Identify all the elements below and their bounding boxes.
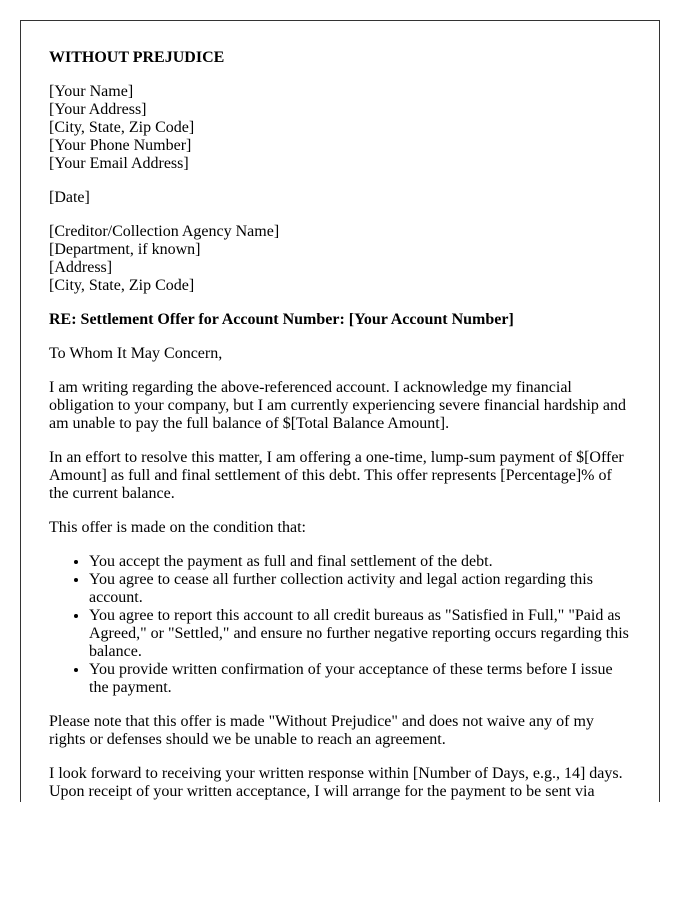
salutation: To Whom It May Concern, [49,345,223,362]
sender-name: [Your Name] [49,83,134,100]
list-item: • You accept the payment as full and final settlement of the debt. [89,553,631,571]
paragraph: This offer is made on the condition that: [49,519,306,536]
list-item: • You provide written confirmation of your acceptance of these terms before I issue the payment. [89,661,631,697]
sender-address: [Your Address] [49,101,147,118]
letter-heading: WITHOUT PREJUDICE [49,49,225,66]
letter-date: [Date] [49,189,90,206]
recipient-address: [Address] [49,259,113,276]
sender-block [49,83,631,173]
recipient-block [49,223,631,295]
subject-line: RE: Settlement Offer for Account Number: [Your Account Number] [49,311,514,328]
list-item: • You agree to cease all further collection activity and legal action regarding this account. [89,571,631,607]
paragraph: I look forward to receiving your written response within [Number of Days, e.g., 14] days. Upon receipt of your written acceptance, I will arrange for the payment to be sent via [49,765,623,800]
letter-page [20,20,660,802]
recipient-name: [Creditor/Collection Agency Name] [49,223,280,240]
recipient-department: [Department, if known] [49,241,201,258]
sender-phone: [Your Phone Number] [49,137,192,154]
sender-city: [City, State, Zip Code] [49,119,195,136]
paragraph: Please note that this offer is made "Without Prejudice" and does not waive any of my rights or defenses should we be unable to reach an agreement. [49,713,594,748]
list-item: • You agree to report this account to all credit bureaus as "Satisfied in Full," "Paid as Agreed," or "Settled," and ensure no further negative reporting occurs regarding this balance. [89,607,631,661]
conditions-list [49,553,631,697]
sender-email: [Your Email Address] [49,155,189,172]
recipient-city: [City, State, Zip Code] [49,277,195,294]
paragraph: I am writing regarding the above-referenced account. I acknowledge my financial obligation to your company, but I am currently experiencing severe financial hardship and am unable to pay the full balance of $[Total Balance Amount]. [49,379,626,432]
paragraph: In an effort to resolve this matter, I am offering a one-time, lump-sum payment of $[Offer Amount] as full and final settlement of this debt. This offer represents [Percentage]% of the current balance. [49,449,624,502]
